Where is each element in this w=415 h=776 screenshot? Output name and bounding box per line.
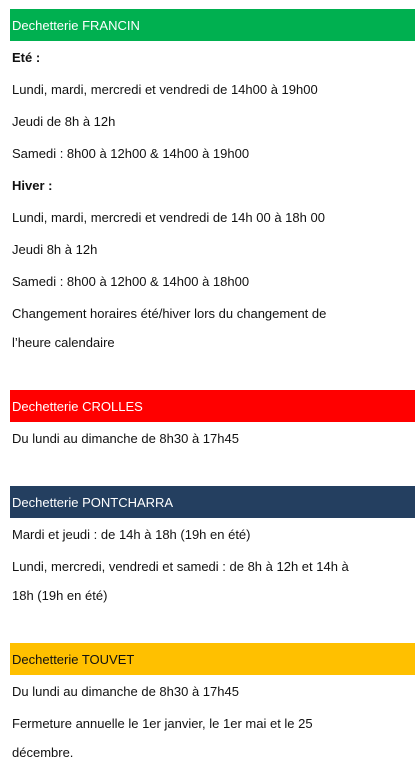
section-header-pontcharra: Dechetterie PONTCHARRA	[10, 486, 415, 518]
schedule-line: Lundi, mercredi, vendredi et samedi : de 8h à 12h et 14h à	[12, 559, 349, 574]
schedule-line: Du lundi au dimanche de 8h30 à 17h45	[12, 431, 239, 446]
schedule-line: Samedi : 8h00 à 12h00 & 14h00 à 18h00	[12, 274, 250, 289]
schedule-line: Lundi, mardi, mercredi et vendredi de 14h 00 à 18h 00	[12, 210, 325, 225]
section-header-francin: Dechetterie FRANCIN	[10, 9, 415, 41]
schedule-line: Du lundi au dimanche de 8h30 à 17h45	[12, 684, 239, 699]
section-header-touvet: Dechetterie TOUVET	[10, 643, 415, 675]
section-header-crolles: Dechetterie CROLLES	[10, 390, 415, 422]
note-line: décembre.	[12, 745, 74, 760]
note-line: l’heure calendaire	[12, 335, 115, 350]
note-line: Fermeture annuelle le 1er janvier, le 1er mai et le 25	[12, 716, 313, 731]
note-line: Changement horaires été/hiver lors du changement de	[12, 306, 327, 321]
schedule-line: Mardi et jeudi : de 14h à 18h (19h en été)	[12, 527, 251, 542]
schedule-line: Jeudi 8h à 12h	[12, 242, 98, 257]
season-label-summer: Eté :	[12, 50, 41, 65]
schedule-line: Samedi : 8h00 à 12h00 & 14h00 à 19h00	[12, 146, 250, 161]
schedule-line: Lundi, mardi, mercredi et vendredi de 14h00 à 19h00	[12, 82, 318, 97]
schedule-line: 18h (19h en été)	[12, 588, 108, 603]
schedule-line: Jeudi de 8h à 12h	[12, 114, 116, 129]
season-label-winter: Hiver :	[12, 178, 53, 193]
